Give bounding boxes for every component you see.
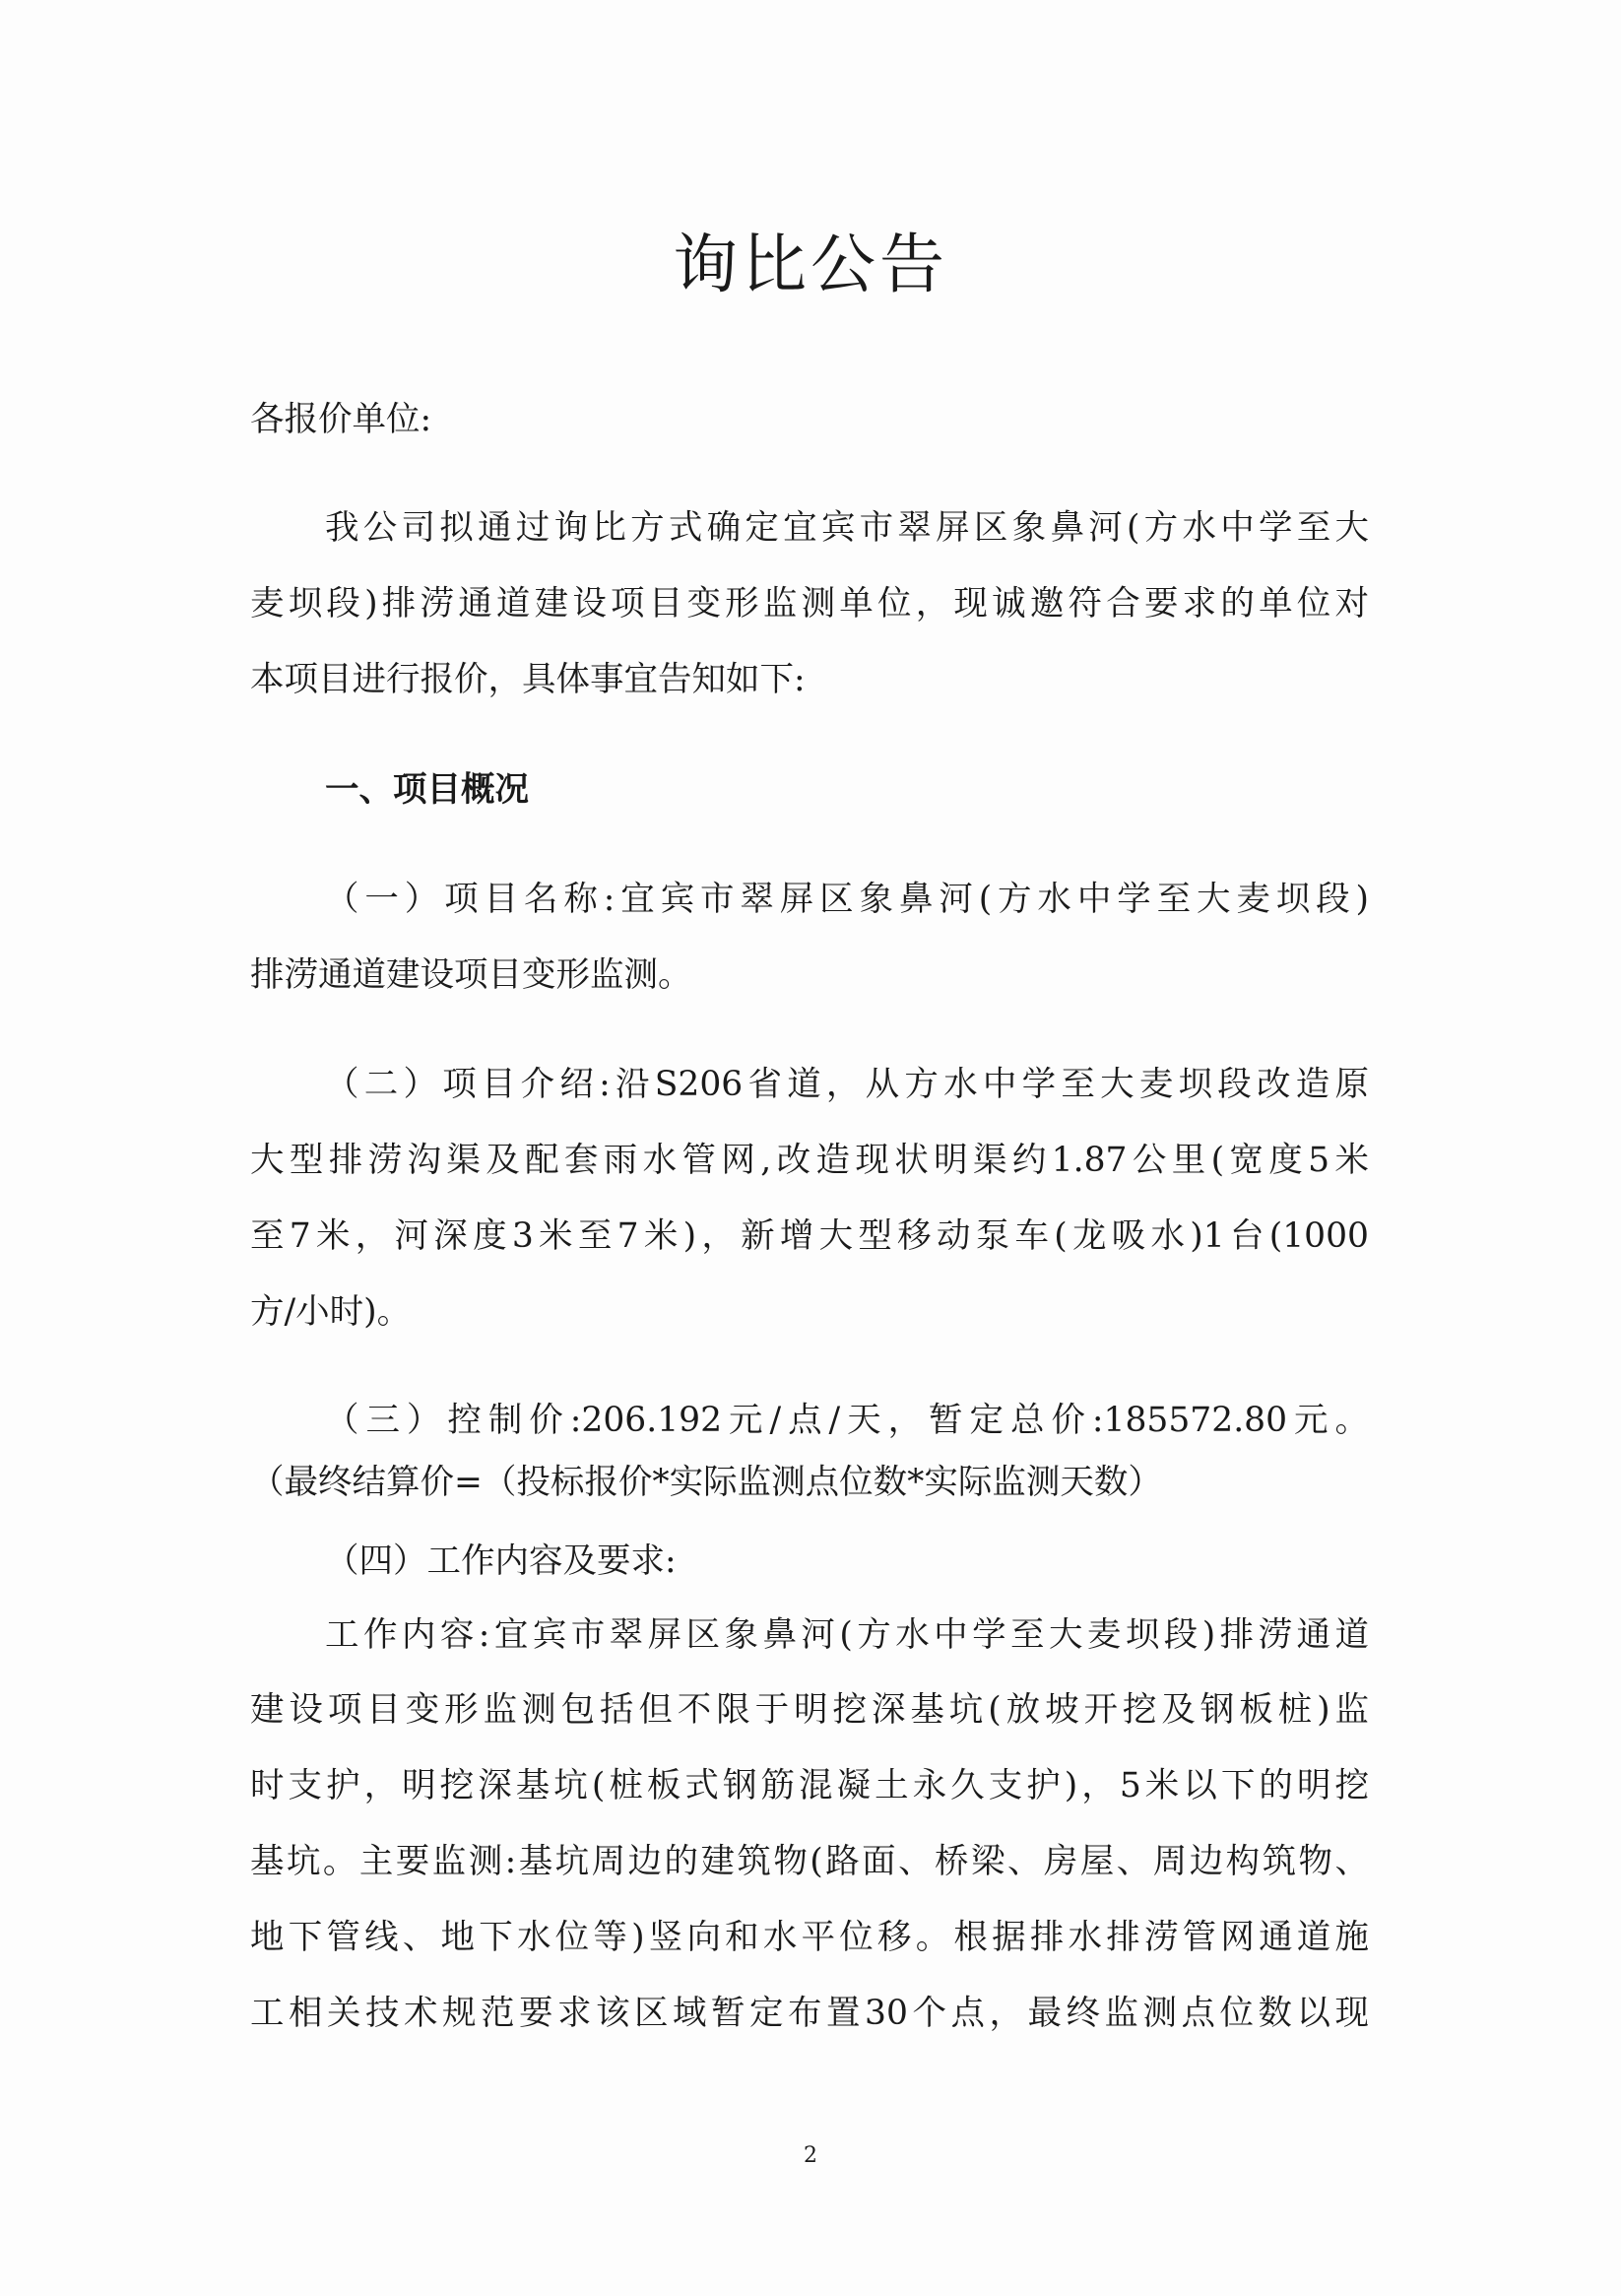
item2-line-2: 大型排涝沟渠及配套雨水管网,改造现状明渠约1.87公里(宽度5米: [250, 1141, 1369, 1180]
work-content-line-3: 时支护，明挖深基坑(桩板式钢筋混凝土永久支护)，5米以下的明挖: [250, 1766, 1369, 1805]
work-content-line-2: 建设项目变形监测包括但不限于明挖深基坑(放坡开挖及钢板桩)监: [250, 1690, 1369, 1730]
work-content-line-4: 基坑。主要监测:基坑周边的建筑物(路面、桥梁、房屋、周边构筑物、: [250, 1842, 1369, 1881]
work-content-line-1: 工作内容:宜宾市翠屏区象鼻河(方水中学至大麦坝段)排涝通道: [325, 1615, 1369, 1655]
intro-line-1: 我公司拟通过询比方式确定宜宾市翠屏区象鼻河(方水中学至大: [325, 508, 1369, 548]
work-content-line-6: 工相关技术规范要求该区域暂定布置30个点，最终监测点位数以现: [250, 1994, 1369, 2033]
item2-line-1: （二）项目介绍:沿S206省道，从方水中学至大麦坝段改造原: [325, 1065, 1369, 1104]
item1-line-1: （一）项目名称:宜宾市翠屏区象鼻河(方水中学至大麦坝段): [325, 880, 1369, 919]
item2-line-3: 至7米，河深度3米至7米)，新增大型移动泵车(龙吸水)1台(1000: [250, 1216, 1369, 1256]
document-title: 询比公告: [673, 227, 948, 302]
item1-line-2: 排涝通道建设项目变形监测。: [250, 955, 692, 995]
intro-line-2: 麦坝段)排涝通道建设项目变形监测单位，现诚邀符合要求的单位对: [250, 584, 1369, 623]
intro-line-3: 本项目进行报价，具体事宜告知如下:: [250, 660, 806, 699]
item2-line-4: 方/小时)。: [250, 1292, 412, 1332]
section-heading-overview: 一、项目概况: [325, 770, 529, 810]
item4-heading: （四）工作内容及要求:: [325, 1542, 677, 1581]
item3-line-2: （最终结算价=（投标报价*实际监测点位数*实际监测天数）: [250, 1463, 1162, 1502]
salutation: 各报价单位:: [250, 400, 432, 439]
work-content-line-5: 地下管线、地下水位等)竖向和水平位移。根据排水排涝管网通道施: [250, 1918, 1369, 1957]
page-number: 2: [804, 2143, 817, 2168]
item3-line-1: （三）控制价:206.192元/点/天，暂定总价:185572.80元。: [325, 1401, 1369, 1440]
